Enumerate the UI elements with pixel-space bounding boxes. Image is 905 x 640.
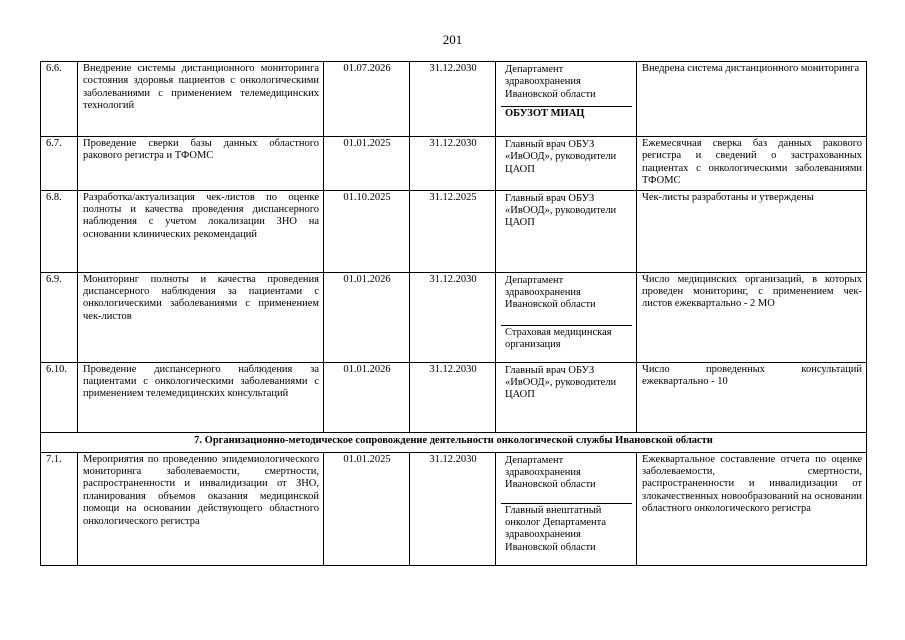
row-number: 6.9.	[41, 272, 78, 362]
table-row	[41, 362, 867, 432]
expected-result: Ежемесячная сверка баз данных ракового регистра и сведений о застрахованных пациентах с онкологическими заболеваниями ТФОМС	[637, 137, 867, 191]
responsible-cell	[496, 362, 637, 432]
start-date: 01.10.2025	[324, 190, 410, 272]
responsible-item: Департамент здравоохранения Ивановской области	[505, 64, 596, 100]
row-number: 7.1.	[41, 452, 78, 565]
activity-description: Внедрение системы дистанционного мониторинга состояния здоровья пациентов с онкологическими заболеваниями с применением телемедицинских технологий	[78, 62, 324, 137]
responsible-cell	[496, 137, 637, 191]
end-date: 31.12.2030	[410, 62, 496, 137]
table-row	[41, 452, 867, 565]
start-date: 01.01.2025	[324, 137, 410, 191]
start-date: 01.01.2026	[324, 272, 410, 362]
responsible-item: Департамент здравоохранения Ивановской области	[505, 274, 596, 311]
start-date: 01.01.2025	[324, 452, 410, 565]
responsible-cell	[496, 190, 637, 272]
responsible-cell	[496, 62, 637, 137]
responsible-item: Главный врач ОБУЗ «ИвООД», руководители ЦАОП	[505, 139, 617, 175]
responsible-item: Страховая медицинская организация	[501, 325, 632, 354]
plan-table	[40, 61, 867, 566]
section-header-row	[41, 432, 867, 452]
expected-result: Ежеквартальное составление отчета по оценке заболеваемости, смертности, распространенности и инвалидизации от злокачественных новообразований на основании областного онкологического регистра	[637, 452, 867, 565]
table-row	[41, 272, 867, 362]
responsible-item: Департамент здравоохранения Ивановской области	[505, 454, 596, 491]
end-date: 31.12.2030	[410, 272, 496, 362]
responsible-cell	[496, 452, 637, 565]
end-date: 31.12.2030	[410, 362, 496, 432]
activity-description: Мониторинг полноты и качества проведения диспансерного наблюдения за пациентами с онкологическими заболеваниями с применением чек-листов	[78, 272, 324, 362]
responsible-item: Главный врач ОБУЗ «ИвООД», руководители ЦАОП	[505, 192, 617, 229]
start-date: 01.01.2026	[324, 362, 410, 432]
row-number: 6.6.	[41, 62, 78, 137]
end-date: 31.12.2025	[410, 190, 496, 272]
table-row	[41, 190, 867, 272]
start-date: 01.07.2026	[324, 62, 410, 137]
page-number: 201	[442, 32, 463, 47]
expected-result: Внедрена система дистанционного мониторинга	[637, 62, 867, 137]
responsible-item: Главный врач ОБУЗ «ИвООД», руководители ЦАОП	[505, 364, 617, 401]
responsible-cell	[496, 272, 637, 362]
row-number: 6.8.	[41, 190, 78, 272]
responsible-item: ОБУЗОТ МИАЦ	[501, 106, 632, 122]
table-row	[41, 137, 867, 191]
expected-result: Число проведенных консультаций ежеквартально - 10	[637, 362, 867, 432]
end-date: 31.12.2030	[410, 137, 496, 191]
activity-description: Разработка/актуализация чек-листов по оценке полноты и качества проведения диспансерного наблюдения с учетом локализации ЗНО на основании клинических рекомендаций	[78, 190, 324, 272]
activity-description: Проведение сверки базы данных областного ракового регистра и ТФОМС	[78, 137, 324, 191]
section-title: 7. Организационно-методическое сопровождение деятельности онкологической службы Ивановской области	[41, 432, 867, 452]
responsible-item: Главный внештатный онколог Департамента здравоохранения Ивановской области	[501, 503, 632, 557]
row-number: 6.10.	[41, 362, 78, 432]
table-row	[41, 62, 867, 137]
end-date: 31.12.2030	[410, 452, 496, 565]
expected-result: Чек-листы разработаны и утверждены	[637, 190, 867, 272]
activity-description: Проведение диспансерного наблюдения за пациентами с онкологическими заболеваниями с применением телемедицинских консультаций	[78, 362, 324, 432]
expected-result: Число медицинских организаций, в которых проведен мониторинг, с применением чек-листов ежеквартально - 2 МО	[637, 272, 867, 362]
row-number: 6.7.	[41, 137, 78, 191]
activity-description: Мероприятия по проведению эпидемиологического мониторинга заболеваемости, смертности, распространенности и инвалидизации от ЗНО, планирования объемов оказания медицинской помощи на основании действующего областного онкологического регистра	[78, 452, 324, 565]
